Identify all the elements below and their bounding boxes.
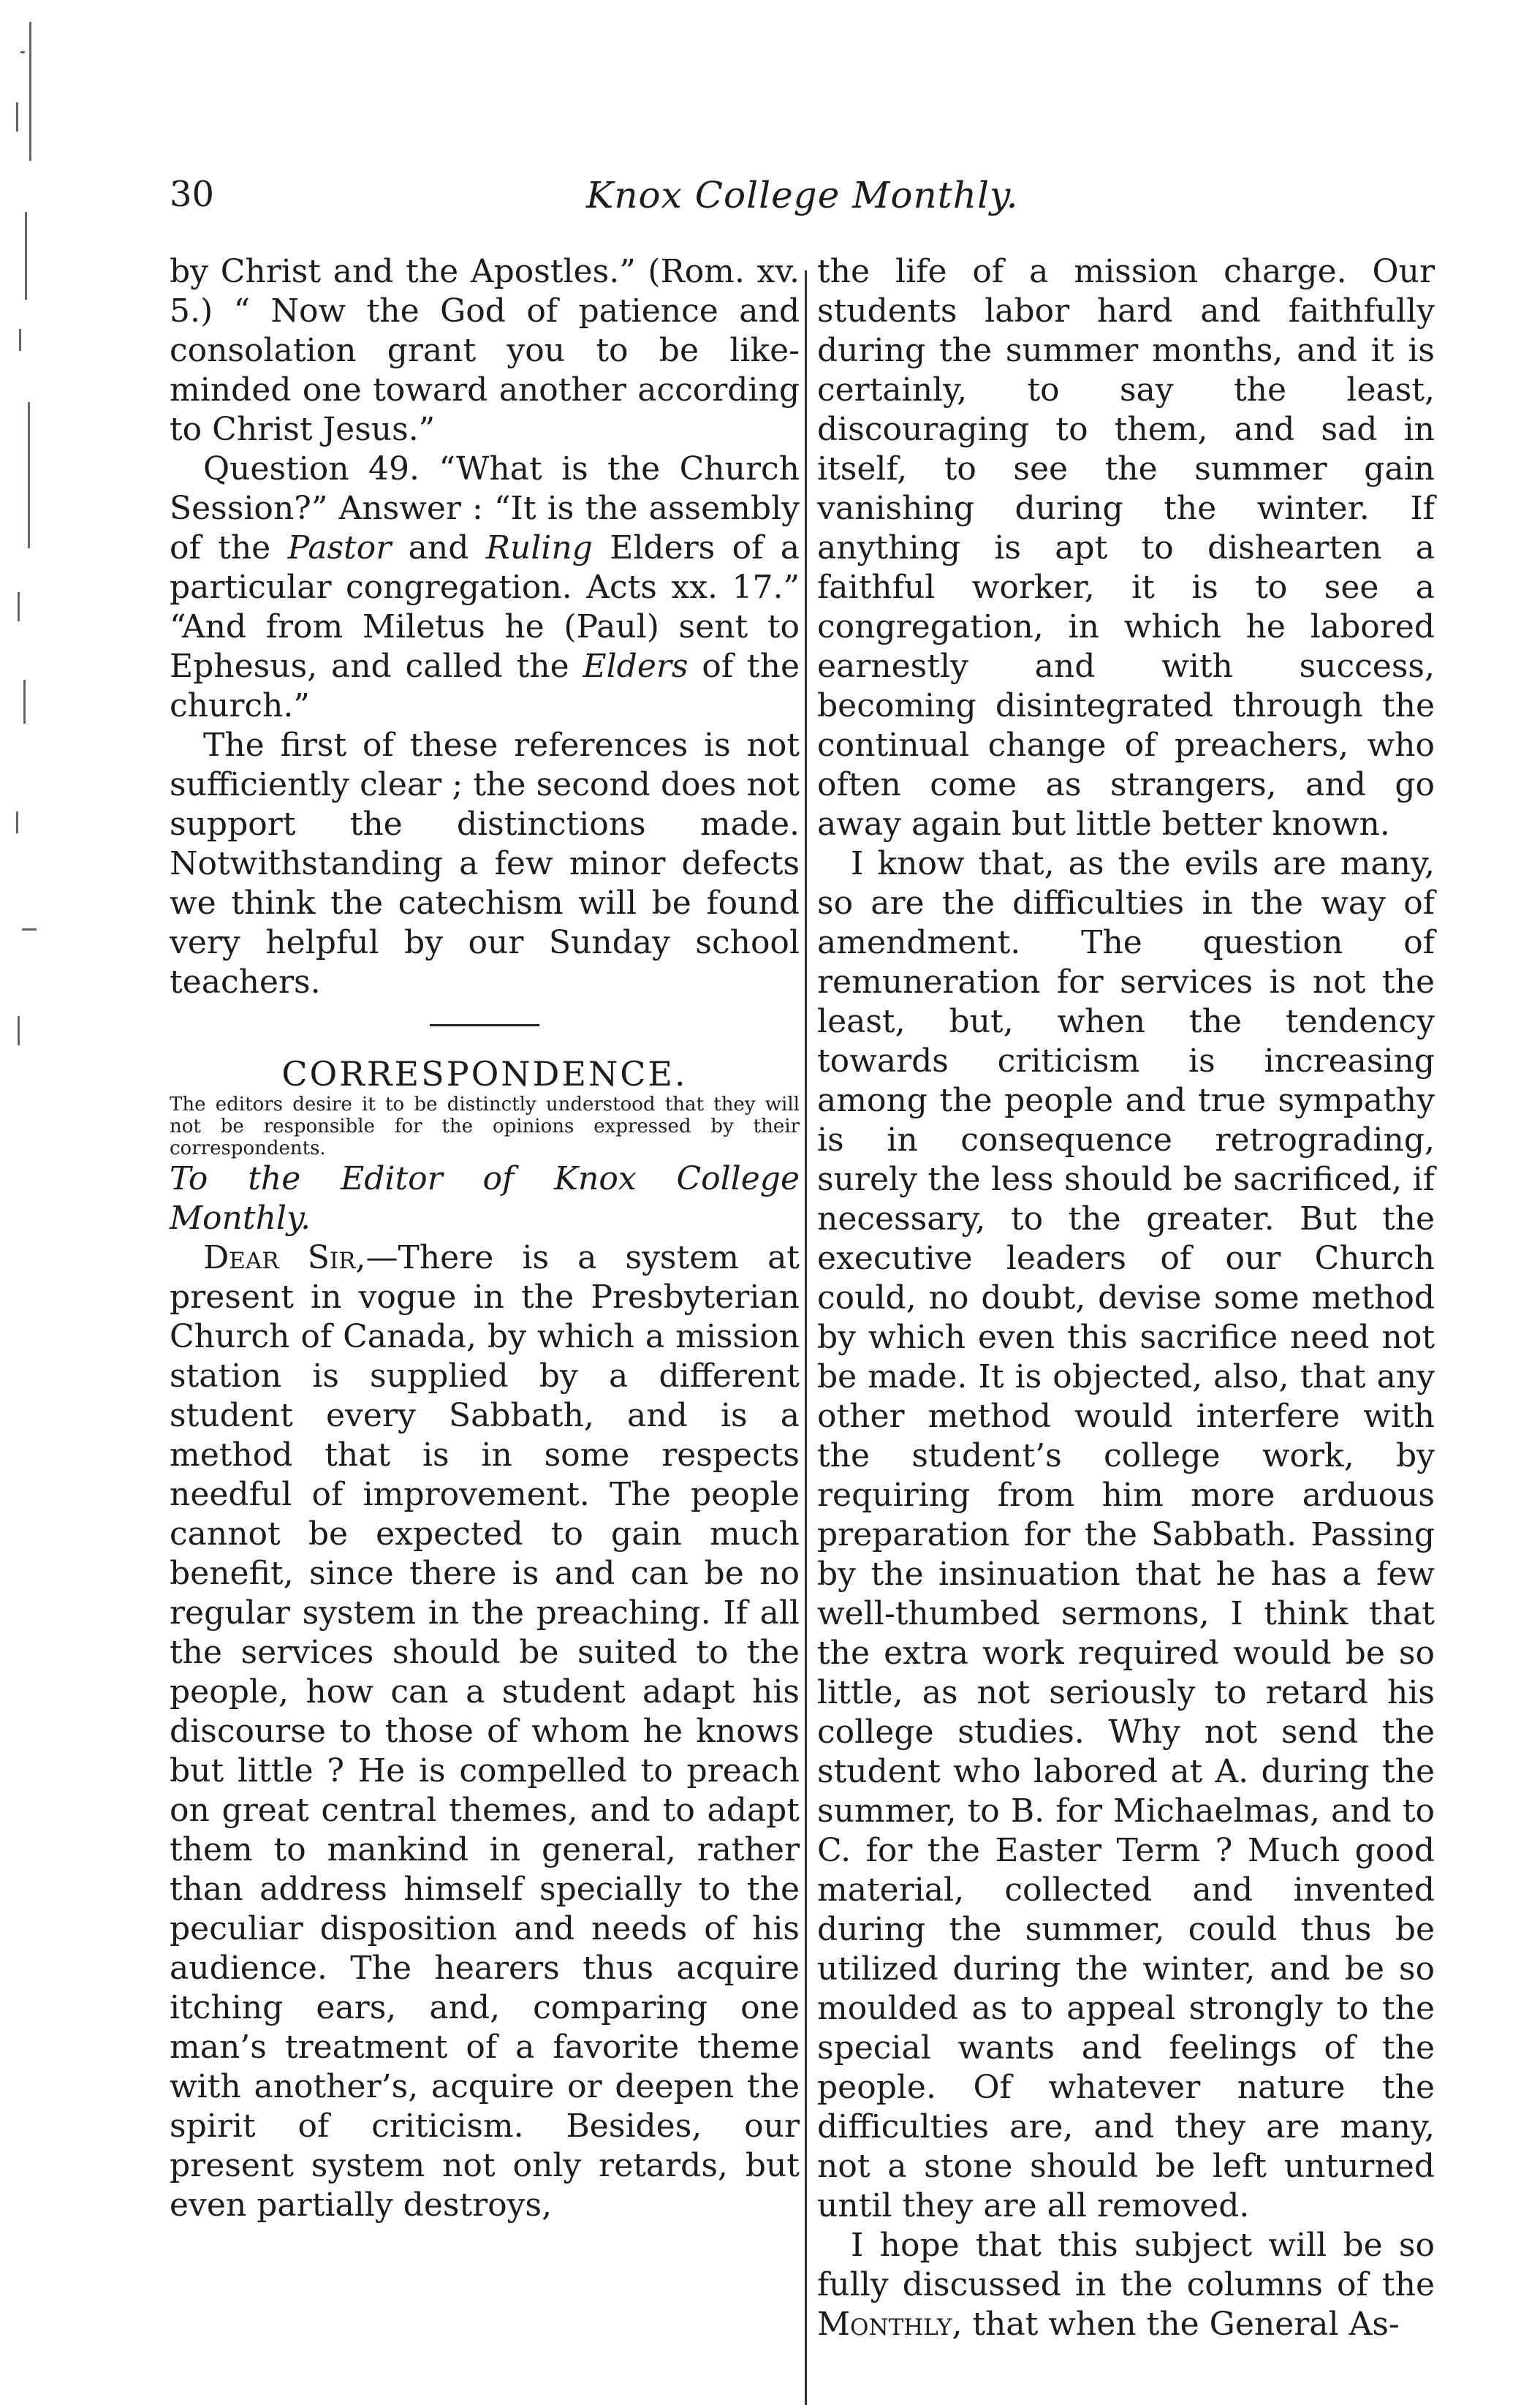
letter-salutation: Dear Sir, [203,1239,366,1276]
page-header [170,174,1412,225]
section-separator [430,1024,539,1026]
editors-disclaimer: The editors desire it to be distinctly understood that they will not be responsible for the opinions expressed by their correspondents. [170,1094,800,1159]
paragraph-references: The first of these references is not sufficiently clear ; the second does not support the distinctions made. Notwithstanding a few minor defects we think the catechism will be found very helpful by our Sunday school teachers. [170,727,800,1001]
section-title: CORRESPONDENCE. [281,1054,688,1094]
left-column [170,252,800,2225]
running-title: Knox College Monthly. [586,174,1019,216]
paragraph-catechism-end: by Christ and the Apostles.” (Rom. xv. 5.) “ Now the God of patience and consolation grant you to be like-minded one toward another according to Christ Jesus.” [170,253,800,448]
letter-paragraph-continued: the life of a mission charge. Our students labor hard and faithfully during the summer months, and it is certainly, to say the least, discouraging to them, and sad in itself, to see the summer gain vanishing during the winter. If anything is apt to dishearten a faithful worker, it is to see a congregation, in which he labored earnestly and with success, becoming disintegrated through the continual change of preachers, who often come as strangers, and go away again but little better known. [817,253,1435,843]
letter-paragraph-1: Dear Sir,—There is a system at present in vogue in the Presbyterian Church of Canada, by which a mission station is supplied by a different student every Sabbath, and is a method that is in some respects needful of improvement. The people cannot be expected to gain much benefit, since there is and can be no regular system in the preaching. If all the services should be suited to the people, how can a student adapt his discourse to those of whom he knows but little ? He is compelled to preach on great central themes, and to adapt them to mankind in general, rather than address himself specially to the peculiar disposition and needs of his audience. The hearers thus acquire itching ears, and, comparing one man’s treatment of a favorite theme with another’s, acquire or deepen the spirit of criticism. Besides, our present system not only retards, but even partially destroys, [170,1239,800,2224]
right-column [817,252,1435,2344]
letter-paragraph-3: I hope that this subject will be so fully discussed in the columns of the Monthly, that when the General As- [817,2227,1435,2343]
letter-paragraph-2: I know that, as the evils are many, so are the difficulties in the way of amendment. The question of remuneration for services is not the least, but, when the tendency towards criticism is increasing among the people and true sympathy is in consequence retrograding, surely the less should be sacrificed, if necessary, to the greater. But the executive leaders of our Church could, no doubt, devise some method by which even this sacrifice need not be made. It is objected, also, that any other method would interfere with the student’s college work, by requiring from him more arduous preparation for the Sabbath. Passing by the insinuation that he has a few well-thumbed sermons, I think that the extra work required would be so little, as not seriously to retard his college studies. Why not send the student who labored at A. during the summer, to B. for Michaelmas, and to C. for the Easter Term ? Much good material, collected and invented during the summer, could thus be utilized during the winter, and be so moulded as to appeal strongly to the special wants and feelings of the people. Of whatever nature the difficulties are, and they are many, not a stone should be left unturned until they are all removed. [817,845,1435,2224]
scan-edge-marks [13,22,42,1118]
letter-address: To the Editor of Knox College Monthly. [170,1160,800,1237]
paragraph-question-49: Question 49. “What is the Church Session?” Answer : “It is the assembly of the Pastor and Ruling Elders of a particular congregation. Acts xx. 17.” “And from Miletus he (Paul) sent to Ephesus, and called the Elders of the church.” [170,450,800,724]
page-number: 30 [170,174,215,215]
column-divider [805,270,807,2405]
